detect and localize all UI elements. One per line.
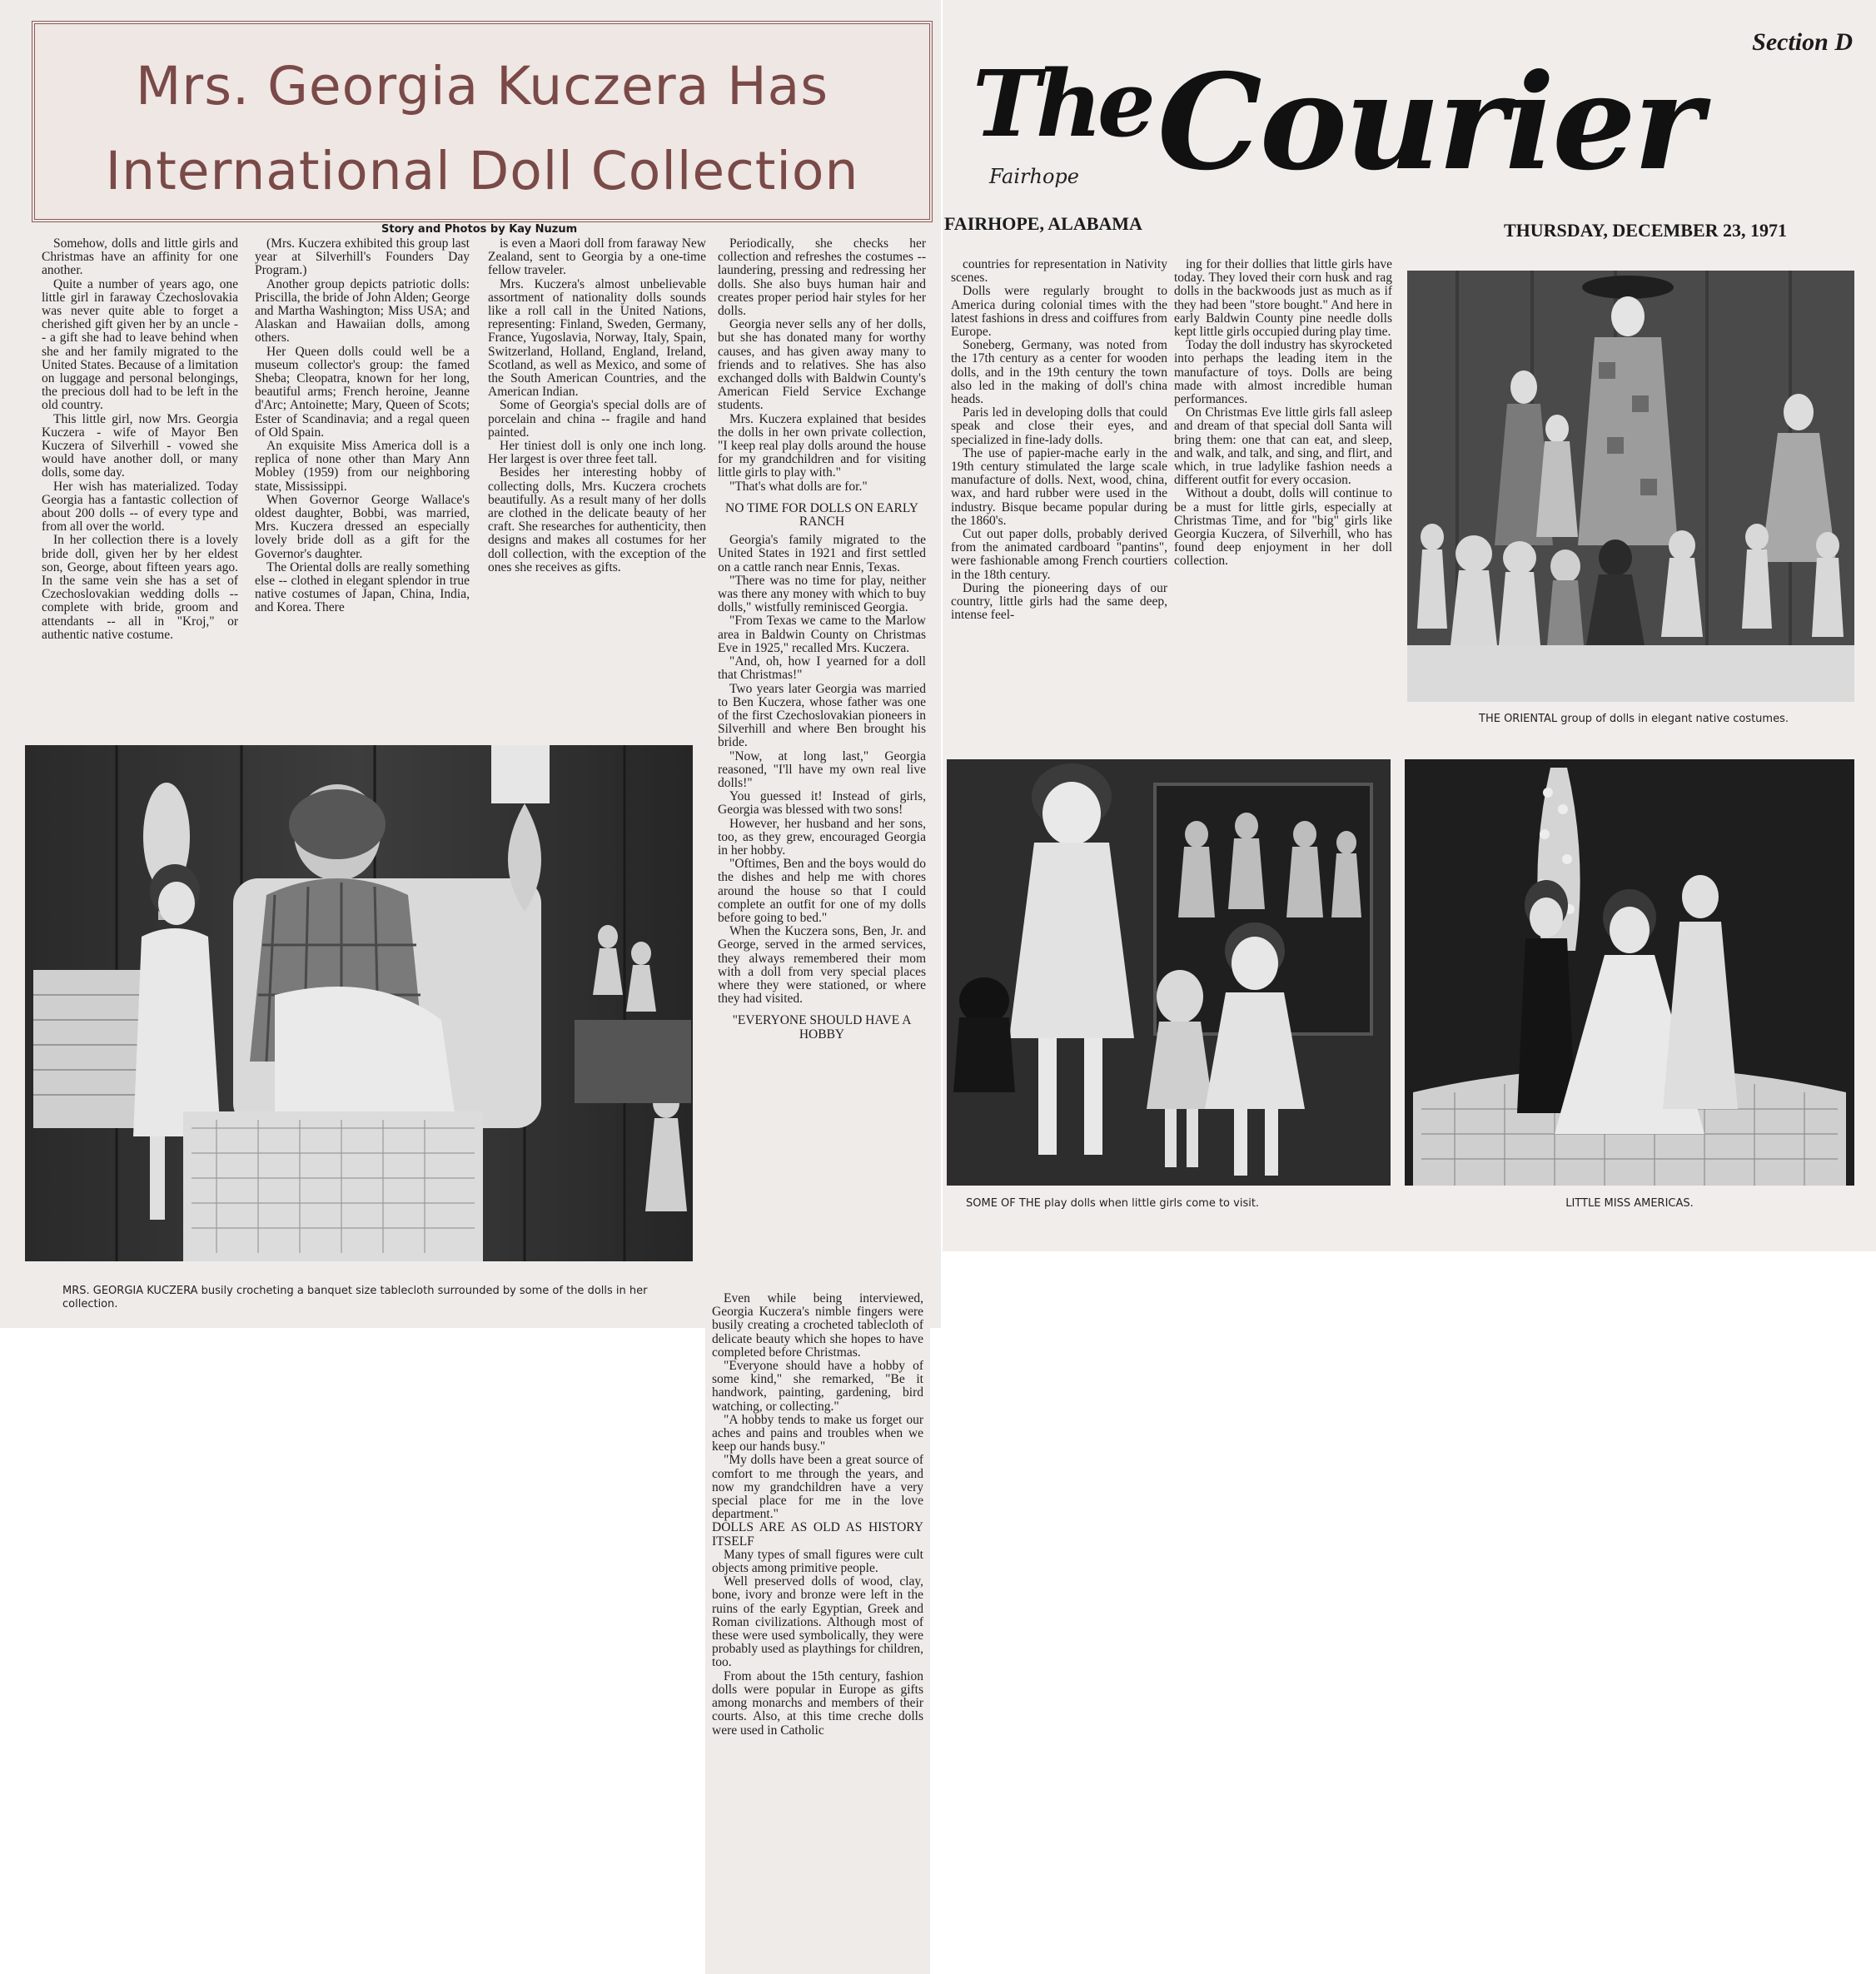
paragraph: The use of papier-mache early in the 19th century stimulated the large scale manufacture of dolls. Next, wood, china, wax, and hard rubber were used in the industry. Bisque became popular during the 1860's. <box>951 445 1167 528</box>
paragraph: When Governor George Wallace's oldest daughter, Bobbi, was married, Mrs. Kuczera dressed an especially lovely bride doll as a gift for the Governor's daughter. <box>255 492 470 561</box>
paragraph: Somehow, dolls and little girls and Christmas have an affinity for one another. <box>42 237 238 278</box>
paragraph: Two years later Georgia was married to Ben Kuczera, whose father was one of the first Czechoslovakian pioneers in Silverhill and where Ben brought his bride. <box>718 681 926 750</box>
paragraph: On Christmas Eve little girls fall asleep and dream of that special doll Santa will bring them: one that can eat, and sleep, and walk, and talk, and sing, and flirt, and which, in true ladylike fashion needs a different outfit for every occasion. <box>1174 405 1392 488</box>
paragraph: This little girl, now Mrs. Georgia Kuczera - wife of Mayor Ben Kuczera of Silverhill - vowed she would have another doll, or many dolls, some day. <box>42 411 238 480</box>
paragraph: Her tiniest doll is only one inch long. Her largest is over three feet tall. <box>488 439 706 467</box>
article-clipping-left <box>0 0 941 1328</box>
paragraph: "Oftimes, Ben and the boys would do the dishes and help me with chores around the house so that I could complete an outfit for one of my dolls before going to bed." <box>718 857 926 925</box>
paragraph: Today the doll industry has skyrocketed into perhaps the leading item in the manufacture of toys. Dolls are being made with almost incredible human performances. <box>1174 338 1392 407</box>
headline-line-1: Mrs. Georgia Kuczera Has <box>135 56 829 117</box>
masthead-the: The <box>973 50 1151 157</box>
paragraph: countries for representation in Nativity scenes. <box>951 258 1167 286</box>
paragraph: ing for their dollies that little girls have today. They loved their corn husk and rag dolls in the backwoods just as much as if they had been "store bought." And here in early Baldwin County pine needle dolls kept little girls occupied during play time. <box>1174 258 1392 340</box>
article-column-4 <box>718 237 926 1320</box>
paragraph: From about the 15th century, fashion dolls were popular in Europe as gifts among monarchs and members of their courts. Also, at this time creche dolls were used in Catholic <box>712 1668 923 1738</box>
paragraph: However, her husband and her sons, too, as they grew, encouraged Georgia in her hobby. <box>718 816 926 858</box>
photo-georgia-crocheting <box>25 745 693 1261</box>
article-column-6 <box>1174 258 1392 733</box>
paragraph: (Mrs. Kuczera exhibited this group last year at Silverhill's Founders Day Program.) <box>255 237 470 278</box>
paragraph: Georgia's family migrated to the United States in 1921 and first settled on a cattle ranch near Ennis, Texas. <box>718 533 926 574</box>
paragraph: During the pioneering days of our country, little girls had the same deep, intense feel- <box>951 580 1167 623</box>
paragraph: Quite a number of years ago, one little girl in faraway Czechoslovakia was never quite able to forget a cherished gift given her by an uncle -- a gift she had to leave behind when she and her family migrated to the United States. Because of a limitation on luggage and personal belongings, the precious doll had to be left in the old country. <box>42 276 238 413</box>
headline-line-2: International Doll Collection <box>105 141 859 201</box>
paragraph: "And, oh, how I yearned for a doll that Christmas!" <box>718 654 926 683</box>
paragraph: Well preserved dolls of wood, clay, bone, ivory and bronze were left in the ruins of the early Egyptian, Greek and Roman civilizations. Although most of these were used symbolically, they were probably used as playthings for children, too. <box>712 1574 923 1670</box>
section-label: Section D <box>1752 28 1853 56</box>
article-column-tail <box>712 1292 923 1971</box>
headline-box <box>32 21 933 222</box>
article-clipping-right <box>943 0 1876 1251</box>
paragraph: When the Kuczera sons, Ben, Jr. and George, served in the armed services, they always remembered their mom with a doll from very special places where they were stationed, or where they had visited. <box>718 924 926 1007</box>
paragraph: An exquisite Miss America doll is a replica of none other than Mary Ann Mobley (1959) from our neighboring state, Mississippi. <box>255 439 470 494</box>
paragraph: Even while being interviewed, Georgia Kuczera's nimble fingers were busily creating a crocheted tablecloth of delicate beauty which she hopes to have completed before Christmas. <box>712 1292 923 1360</box>
paragraph: Many types of small figures were cult objects among primitive people. <box>712 1547 923 1576</box>
paragraph: Dolls were regularly brought to America during colonial times with the latest fashions in dress and coiffures from Europe. <box>951 284 1167 340</box>
article-clipping-tail <box>705 1282 930 1974</box>
paragraph: "That's what dolls are for." <box>729 479 868 494</box>
paragraph: Without a doubt, dolls will continue to be a must for little girls, especially at Christmas Time, and for "big" girls like Georgia Kuczera, of Silverhill, who has found deep enjoyment in her doll collection. <box>1174 486 1392 569</box>
paragraph: Mrs. Kuczera explained that besides the dolls in her own private collection, "I keep real play dolls around the house for my grandchildren and for visiting little girls to play with." <box>718 411 926 480</box>
caption-little-miss-americas: LITTLE MISS AMERICAS. <box>1565 1197 1694 1210</box>
paragraph: Mrs. Kuczera's almost unbelievable assortment of nationality dolls sounds like a roll call in the United Nations, representing: Finland, Sweden, Germany, France, Yugoslavia, Norway, Italy, Spain, Switzerland, Holland, England, Ireland, Scotland, as well as Mexico, and some of the South American Countries, and the American Indian. <box>488 276 706 400</box>
paragraph: "My dolls have been a great source of comfort to me through the years, and now my grandchildren have a very special place for me in the love department." <box>712 1453 923 1522</box>
paragraph: "There was no time for play, neither was there any money with which to buy dolls," wistfully reminisced Georgia. <box>718 573 926 615</box>
subheading: NO TIME FOR DOLLS ON EARLY RANCH <box>725 500 918 530</box>
article-column-1 <box>42 237 238 737</box>
paragraph: Another group depicts patriotic dolls: Priscilla, the bride of John Alden; George and Martha Washington; Miss USA; and Alaskan and Hawaiian dolls, among others. <box>255 276 470 346</box>
paragraph: Her Queen dolls could well be a museum collector's group: the famed Sheba; Cleopatra, known for her long, beautiful arms; French heroine, Jeanne d'Arc; Antoinette; Mary, Queen of Scots; Ester of Scandinavia; and a regal queen of Old Spain. <box>255 344 470 440</box>
paragraph: You guessed it! Instead of girls, Georgia was blessed with two sons! <box>718 789 926 818</box>
caption-play-dolls: SOME OF THE play dolls when little girls come to visit. <box>966 1197 1260 1210</box>
paragraph: "Now, at long last," Georgia reasoned, "I'll have my own real live dolls!" <box>718 748 926 790</box>
paragraph: Her wish has materialized. Today Georgia has a fantastic collection of about 200 dolls -- of every type and from all over the world. <box>42 479 238 535</box>
paragraph: Paris led in developing dolls that could speak and close their eyes, and specialized in fine-lady dolls. <box>951 405 1167 447</box>
dateline-location: FAIRHOPE, ALABAMA <box>944 213 1142 234</box>
paragraph: Periodically, she checks her collection and refreshes the costumes -- laundering, pressing and redressing her dolls. She also buys human hair and creates proper period hair styles for her dolls. <box>718 237 926 319</box>
subheading: "EVERYONE SHOULD HAVE A HOBBY <box>732 1013 912 1042</box>
paragraph: Some of Georgia's special dolls are of porcelain and china -- fragile and hand painted. <box>488 398 706 440</box>
subheading: DOLLS ARE AS OLD AS HISTORY ITSELF <box>712 1520 923 1549</box>
masthead-fairhope: Fairhope <box>989 165 1079 188</box>
paragraph: The Oriental dolls are really something else -- clothed in elegant splendor in true native costumes of Japan, China, India, and Korea. There <box>255 559 470 615</box>
photo-little-miss-americas <box>1405 759 1854 1186</box>
paragraph: "From Texas we came to the Marlow area in Baldwin County on Christmas Eve in 1925," recalled Mrs. Kuczera. <box>718 614 926 655</box>
paragraph: Cut out paper dolls, probably derived from the animated cardboard "pantins", were fashionable among French courtiers in the 18th century. <box>951 527 1167 582</box>
paragraph: Soneberg, Germany, was noted from the 17th century as a center for wooden dolls, and in the 19th century the town also led in the making of doll's china heads. <box>951 338 1167 407</box>
article-column-2 <box>255 237 470 737</box>
paragraph: "Everyone should have a hobby of some kind," she remarked, "Be it handwork, painting, gardening, bird watching, or collecting." <box>712 1359 923 1414</box>
masthead-courier: Courier <box>1157 46 1701 200</box>
photo-play-dolls <box>947 759 1391 1186</box>
paragraph: is even a Maori doll from faraway New Zealand, sent to Georgia by a one-time fellow traveler. <box>488 237 706 278</box>
paragraph: Georgia never sells any of her dolls, but she has donated many for worthy causes, and has given away many to friends and to relatives. She has also exchanged dolls with Baldwin County's American Field Service Exchange students. <box>718 317 926 413</box>
photo-oriental-dolls <box>1407 271 1854 702</box>
caption-main: MRS. GEORGIA KUCZERA busily crocheting a banquet size tablecloth surrounded by some of the dolls in her collection. <box>62 1285 648 1310</box>
paragraph: Besides her interesting hobby of collecting dolls, Mrs. Kuczera crochets beautifully. As a result many of her dolls are clothed in the delicate beauty of her craft. She researches for authenticity, then designs and makes all costumes for her doll collection, with the exception of the ones she receives as gifts. <box>488 465 706 574</box>
paragraph: "A hobby tends to make us forget our aches and pains and troubles when we keep our hands busy." <box>712 1412 923 1454</box>
caption-oriental: THE ORIENTAL group of dolls in elegant native costumes. <box>1479 713 1789 725</box>
byline: Story and Photos by Kay Nuzum <box>381 223 578 236</box>
dateline-date: THURSDAY, DECEMBER 23, 1971 <box>1504 220 1788 241</box>
article-column-5 <box>951 258 1167 733</box>
article-column-3 <box>488 237 706 737</box>
paragraph: In her collection there is a lovely bride doll, given her by her eldest son, George, about fifteen years ago. In the same vein she has a set of Czechoslovakian wedding dolls -- complete with bride, groom and attendants -- all in "Kroj," or authentic native costume. <box>42 533 238 642</box>
